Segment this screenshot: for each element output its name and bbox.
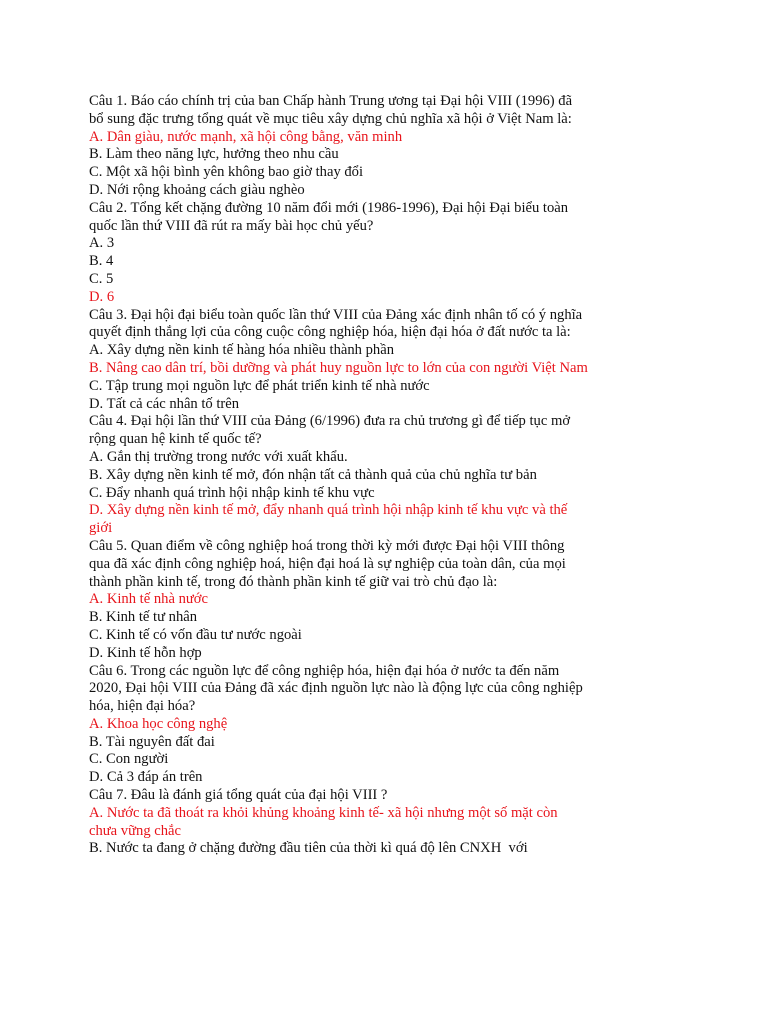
question-text: Câu 1. Báo cáo chính trị của ban Chấp hành Trung ương tại Đại hội VIII (1996) đã bổ sung đặc trưng tổng quát về mục tiêu xây dựng chủ nghĩa xã hội ở Việt Nam là:	[89, 93, 576, 127]
answer-option: B. Xây dựng nền kinh tế mở, đón nhận tất cả thành quả của chủ nghĩa tư bản	[89, 466, 537, 483]
answer-option-correct: D. Xây dựng nền kinh tế mở, đẩy nhanh quá trình hội nhập kinh tế khu vực và thế giới	[89, 502, 571, 537]
question-block	[89, 307, 589, 414]
question-block	[89, 413, 589, 538]
answer-option: B. 4	[89, 253, 114, 270]
question-text: Câu 5. Quan điểm về công nghiệp hoá trong thời kỳ mới được Đại hội VIII thông qua đã xác định công nghiệp hoá, hiện đại hoá là sự nghiệp của toàn dân, của mọi thành phần kinh tế, trong đó thành phần kinh tế giữ vai trò chủ đạo là:	[89, 537, 570, 590]
answer-option: D. Kinh tế hỗn hợp	[89, 644, 202, 661]
answer-option: C. Con người	[89, 751, 169, 768]
answer-option: C. Kinh tế có vốn đầu tư nước ngoài	[89, 626, 302, 643]
answer-option-correct: D. 6	[89, 288, 115, 305]
question-block	[89, 663, 589, 788]
answer-option: A. 3	[89, 235, 115, 252]
question-text: Câu 3. Đại hội đại biểu toàn quốc lần thứ VIII của Đảng xác định nhân tố có ý nghĩa quyết định thắng lợi của công cuộc công nghiệp hóa, hiện đại hóa ở đất nước ta là:	[89, 306, 586, 341]
question-text: Câu 4. Đại hội lần thứ VIII của Đảng (6/1996) đưa ra chủ trương gì để tiếp tục mở rộng quan hệ kinh tế quốc tế?	[89, 413, 574, 448]
answer-option-correct: A. Kinh tế nhà nước	[89, 591, 208, 608]
document-body	[89, 93, 589, 858]
question-block	[89, 93, 589, 200]
question-text: Câu 7. Đâu là đánh giá tổng quát của đại hội VIII ?	[89, 787, 388, 804]
answer-option: D. Nới rộng khoảng cách giàu nghèo	[89, 181, 305, 198]
answer-option: B. Tài nguyên đất đai	[89, 733, 215, 750]
question-block	[89, 200, 589, 307]
answer-option-correct: B. Nâng cao dân trí, bồi dưỡng và phát huy nguồn lực to lớn của con người Việt Nam	[89, 359, 588, 376]
question-text: Câu 2. Tổng kết chặng đường 10 năm đổi mới (1986-1996), Đại hội Đại biểu toàn quốc lần thứ VIII đã rút ra mấy bài học chủ yếu?	[89, 199, 572, 234]
answer-option-correct: A. Nước ta đã thoát ra khỏi khủng khoảng kinh tế- xã hội nhưng một số mặt còn chưa vững chắc	[89, 804, 562, 839]
answer-option-correct: A. Khoa học công nghệ	[89, 715, 228, 732]
answer-option: A. Xây dựng nền kinh tế hàng hóa nhiều thành phần	[89, 342, 394, 359]
answer-option: D. Tất cả các nhân tố trên	[89, 395, 240, 412]
answer-option: B. Kinh tế tư nhân	[89, 609, 198, 626]
answer-option: C. Một xã hội bình yên không bao giờ thay đổi	[89, 164, 364, 181]
question-block	[89, 538, 589, 663]
answer-option: B. Nước ta đang ở chặng đường đầu tiên của thời kì quá độ lên CNXH với	[89, 840, 528, 857]
answer-option-correct: A. Dân giàu, nước mạnh, xã hội công bằng, văn minh	[89, 128, 403, 145]
answer-option: C. 5	[89, 270, 114, 287]
question-block	[89, 787, 589, 858]
question-text: Câu 6. Trong các nguồn lực để công nghiệp hóa, hiện đại hóa ở nước ta đến năm 2020, Đại hội VIII của Đảng đã xác định nguồn lực nào là động lực của công nghiệp hóa, hiện đại hóa?	[89, 662, 587, 715]
answer-option: B. Làm theo năng lực, hưởng theo nhu cầu	[89, 146, 339, 163]
answer-option: C. Tập trung mọi nguồn lực để phát triển kinh tế nhà nước	[89, 377, 430, 394]
answer-option: D. Cả 3 đáp án trên	[89, 769, 203, 786]
answer-option: A. Gắn thị trường trong nước với xuất khẩu.	[89, 448, 348, 465]
answer-option: C. Đẩy nhanh quá trình hội nhập kinh tế khu vực	[89, 484, 375, 501]
